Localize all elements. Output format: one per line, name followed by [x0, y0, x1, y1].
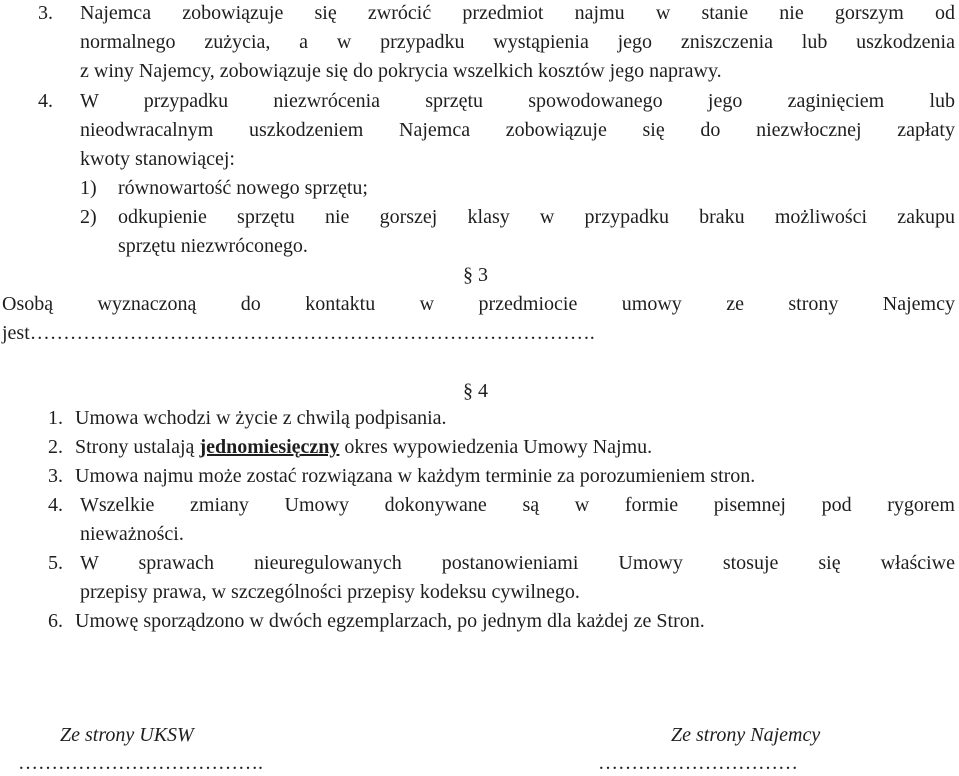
list-item-text: Umowa najmu może zostać rozwiązana w każdym terminie za porozumieniem stron.: [75, 465, 756, 487]
clause-text-line: W przypadku niezwrócenia sprzętu spowodowanego jego zaginięciem lub: [80, 90, 955, 112]
list-item-number: 4.: [48, 494, 63, 516]
signature-line-tenant: …………………………: [598, 752, 798, 774]
list-item-text: przepisy prawa, w szczególności przepisy kodeksu cywilnego.: [80, 581, 580, 603]
clause-text-line: kwoty stanowiącej:: [80, 148, 235, 170]
list-item-text: W sprawach nieuregulowanych postanowieniami Umowy stosuje się właściwe: [80, 552, 955, 574]
clause-text-line: z winy Najemcy, zobowiązuje się do pokrycia wszelkich kosztów jego naprawy.: [80, 60, 722, 82]
list-item-text: Umowę sporządzono w dwóch egzemplarzach, po jednym dla każdej ze Stron.: [75, 610, 705, 632]
contact-person-line: Osobą wyznaczoną do kontaktu w przedmiocie umowy ze strony Najemcy: [2, 293, 955, 315]
clause-number: 3.: [38, 2, 53, 24]
clause-text-line: nieodwracalnym uszkodzeniem Najemca zobowiązuje się do niezwłocznej zapłaty: [80, 119, 955, 141]
list-item-text: Strony ustalają jednomiesięczny okres wypowiedzenia Umowy Najmu.: [75, 436, 653, 458]
section-heading: § 3: [463, 264, 488, 286]
clause-number: 4.: [38, 90, 53, 112]
list-item-number: 2.: [48, 436, 63, 458]
sub-item-text: sprzętu niezwróconego.: [118, 235, 308, 257]
clause-text-line: Najemca zobowiązuje się zwrócić przedmiot najmu w stanie nie gorszym od: [80, 2, 955, 24]
list-item-number: 6.: [48, 610, 63, 632]
signature-label-uksw: Ze strony UKSW: [60, 724, 194, 746]
notice-period-emphasis: jednomiesięczny: [199, 436, 340, 458]
sub-item-number: 2): [80, 206, 97, 228]
list-item-number: 1.: [48, 407, 63, 429]
contact-person-blank: jest………………………………………………………………………….: [2, 322, 595, 344]
list-item-text: Umowa wchodzi w życie z chwilą podpisania.: [75, 407, 447, 429]
sub-item-text: odkupienie sprzętu nie gorszej klasy w przypadku braku możliwości zakupu: [118, 206, 955, 228]
list-item-number: 3.: [48, 465, 63, 487]
list-item-text: Wszelkie zmiany Umowy dokonywane są w formie pisemnej pod rygorem: [80, 494, 955, 516]
list-item-number: 5.: [48, 552, 63, 574]
signature-label-tenant: Ze strony Najemcy: [671, 724, 821, 746]
section-heading: § 4: [463, 380, 488, 402]
sub-item-text: równowartość nowego sprzętu;: [118, 177, 368, 199]
sub-item-number: 1): [80, 177, 97, 199]
clause-text-line: normalnego zużycia, a w przypadku wystąpienia jego zniszczenia lub uszkodzenia: [80, 31, 955, 53]
signature-line-uksw: ……………………………….: [18, 752, 263, 774]
list-item-text: nieważności.: [80, 523, 184, 545]
